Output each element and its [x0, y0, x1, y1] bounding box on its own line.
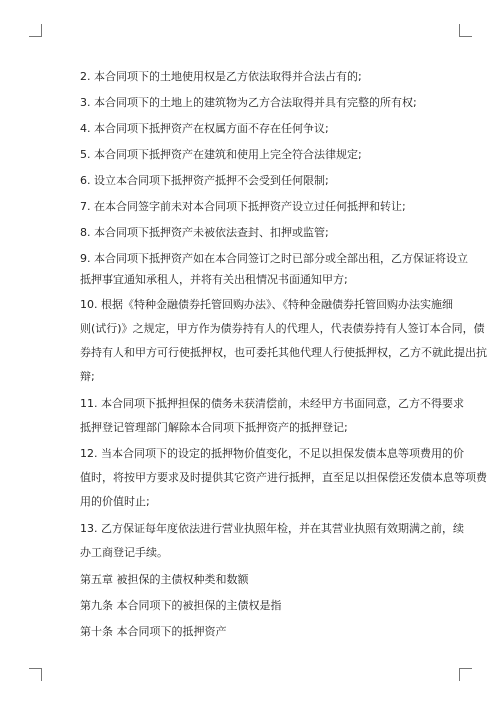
crop-mark-bottom-left: [29, 668, 42, 681]
text-line: 4. 本合同项下抵押资产在权属方面不存在任何争议;: [80, 122, 329, 135]
chapter-heading: 第五章 被担保的主债权种类和数额: [80, 573, 249, 586]
text-line: 10. 根据《特种金融债券托管回购办法》、《特种金融债券托管回购办法实施细: [80, 298, 453, 311]
crop-mark-top-left: [29, 24, 42, 37]
text-line: 7. 在本合同签字前未对本合同项下抵押资产设立过任何抵押和转让;: [80, 200, 406, 213]
text-line: 5. 本合同项下抵押资产在建筑和使用上完全符合法律规定;: [80, 148, 362, 161]
text-line: 6. 设立本合同项下抵押资产抵押不会受到任何限制;: [80, 174, 329, 187]
text-line: 用的价值时止;: [80, 495, 150, 508]
crop-mark-bottom-right: [459, 668, 472, 681]
text-line: 值时，将按甲方要求及时提供其它资产进行抵押，直至足以担保偿还发债本息等项费: [80, 471, 487, 484]
text-line: 3. 本合同项下的土地上的建筑物为乙方合法取得并具有完整的所有权;: [80, 96, 417, 109]
text-line: 抵押登记管理部门解除本合同项下抵押资产的抵押登记;: [80, 421, 348, 434]
text-line: 11. 本合同项下抵押担保的债务未获清偿前，未经甲方书面同意，乙方不得要求: [80, 397, 464, 410]
crop-mark-top-right: [459, 24, 472, 37]
text-line: 12. 当本合同项下的设定的抵押物价值变化，不足以担保发债本息等项费用的价: [80, 447, 464, 460]
text-line: 办工商登记手续。: [80, 546, 168, 559]
text-line: 9. 本合同项下抵押资产如在本合同签订之时已部分或全部出租，乙方保证将设立: [80, 252, 468, 265]
text-line: 8. 本合同项下抵押资产未被依法查封、扣押或监管;: [80, 226, 329, 239]
article-heading: 第十条 本合同项下的抵押资产: [80, 625, 227, 638]
text-line: 辩;: [80, 370, 95, 383]
text-line: 券持有人和甲方可行使抵押权，也可委托其他代理人行使抵押权，乙方不就此提出抗: [80, 346, 487, 359]
text-line: 抵押事宜通知承租人，并将有关出租情况书面通知甲方;: [80, 273, 348, 286]
article-heading: 第九条 本合同项下的被担保的主债权是指: [80, 599, 282, 612]
text-line: 2. 本合同项下的土地使用权是乙方依法取得并合法占有的;: [80, 70, 362, 83]
text-line: 13. 乙方保证每年度依法进行营业执照年检，并在其营业执照有效期满之前，续: [80, 522, 464, 535]
text-line: 则(试行)》之规定，甲方作为债券持有人的代理人，代表债券持有人签订本合同，债: [80, 322, 485, 335]
